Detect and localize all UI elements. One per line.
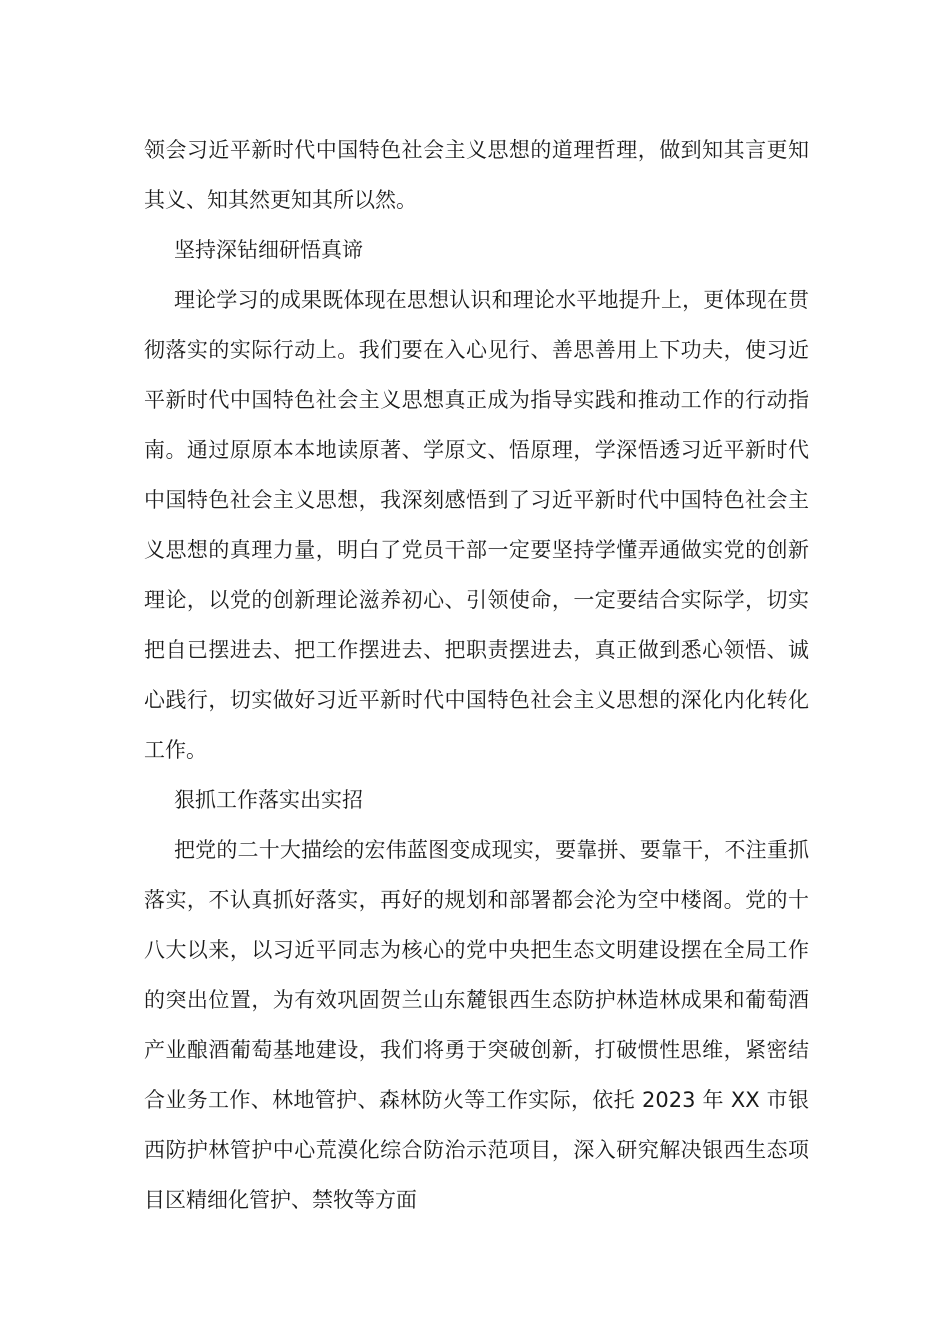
section-heading-implementation: 狠抓工作落实出实招: [174, 788, 363, 812]
paragraph-continuation: 领会习近平新时代中国特色社会主义思想的道理哲理，做到知其言更知其义、知其然更知其所以然。: [144, 138, 809, 212]
paragraph-body: 理论学习的成果既体现在思想认识和理论水平地提升上，更体现在贯彻落实的实际行动上。我们要在入心见行、善思善用上下功夫，使习近平新时代中国特色社会主义思想真正成为指导实践和推动工作的行动指南。通过原原本本地读原著、学原文、悟原理，学深悟透习近平新时代中国特色社会主义思想，我深刻感悟到了习近平新时代中国特色社会主义思想的真理力量，明白了党员干部一定要坚持学懂弄通做实党的创新理论，以党的创新理论滋养初心、引领使命，一定要结合实际学，切实把自已摆进去、把工作摆进去、把职责摆进去，真正做到悉心领悟、诚心践行，切实做好习近平新时代中国特色社会主义思想的深化内化转化工作。: [144, 288, 809, 762]
section-heading-study: 坚持深钻细研悟真谛: [174, 238, 363, 262]
document-body: [144, 125, 809, 1225]
paragraph-body: 把党的二十大描绘的宏伟蓝图变成现实，要靠拼、要靠干，不注重抓落实，不认真抓好落实，再好的规划和部署都会沦为空中楼阁。党的十八大以来，以习近平同志为核心的党中央把生态文明建设摆在全局工作的突出位置，为有效巩固贺兰山东麓银西生态防护林造林成果和葡萄酒产业酿酒葡萄基地建设，我们将勇于突破创新，打破惯性思维，紧密结合业务工作、林地管护、森林防火等工作实际，依托 2023 年 XX 市银西防护林管护中心荒漠化综合防治示范项目，深入研究解决银西生态项目区精细化管护、禁牧等方面: [144, 838, 809, 1212]
